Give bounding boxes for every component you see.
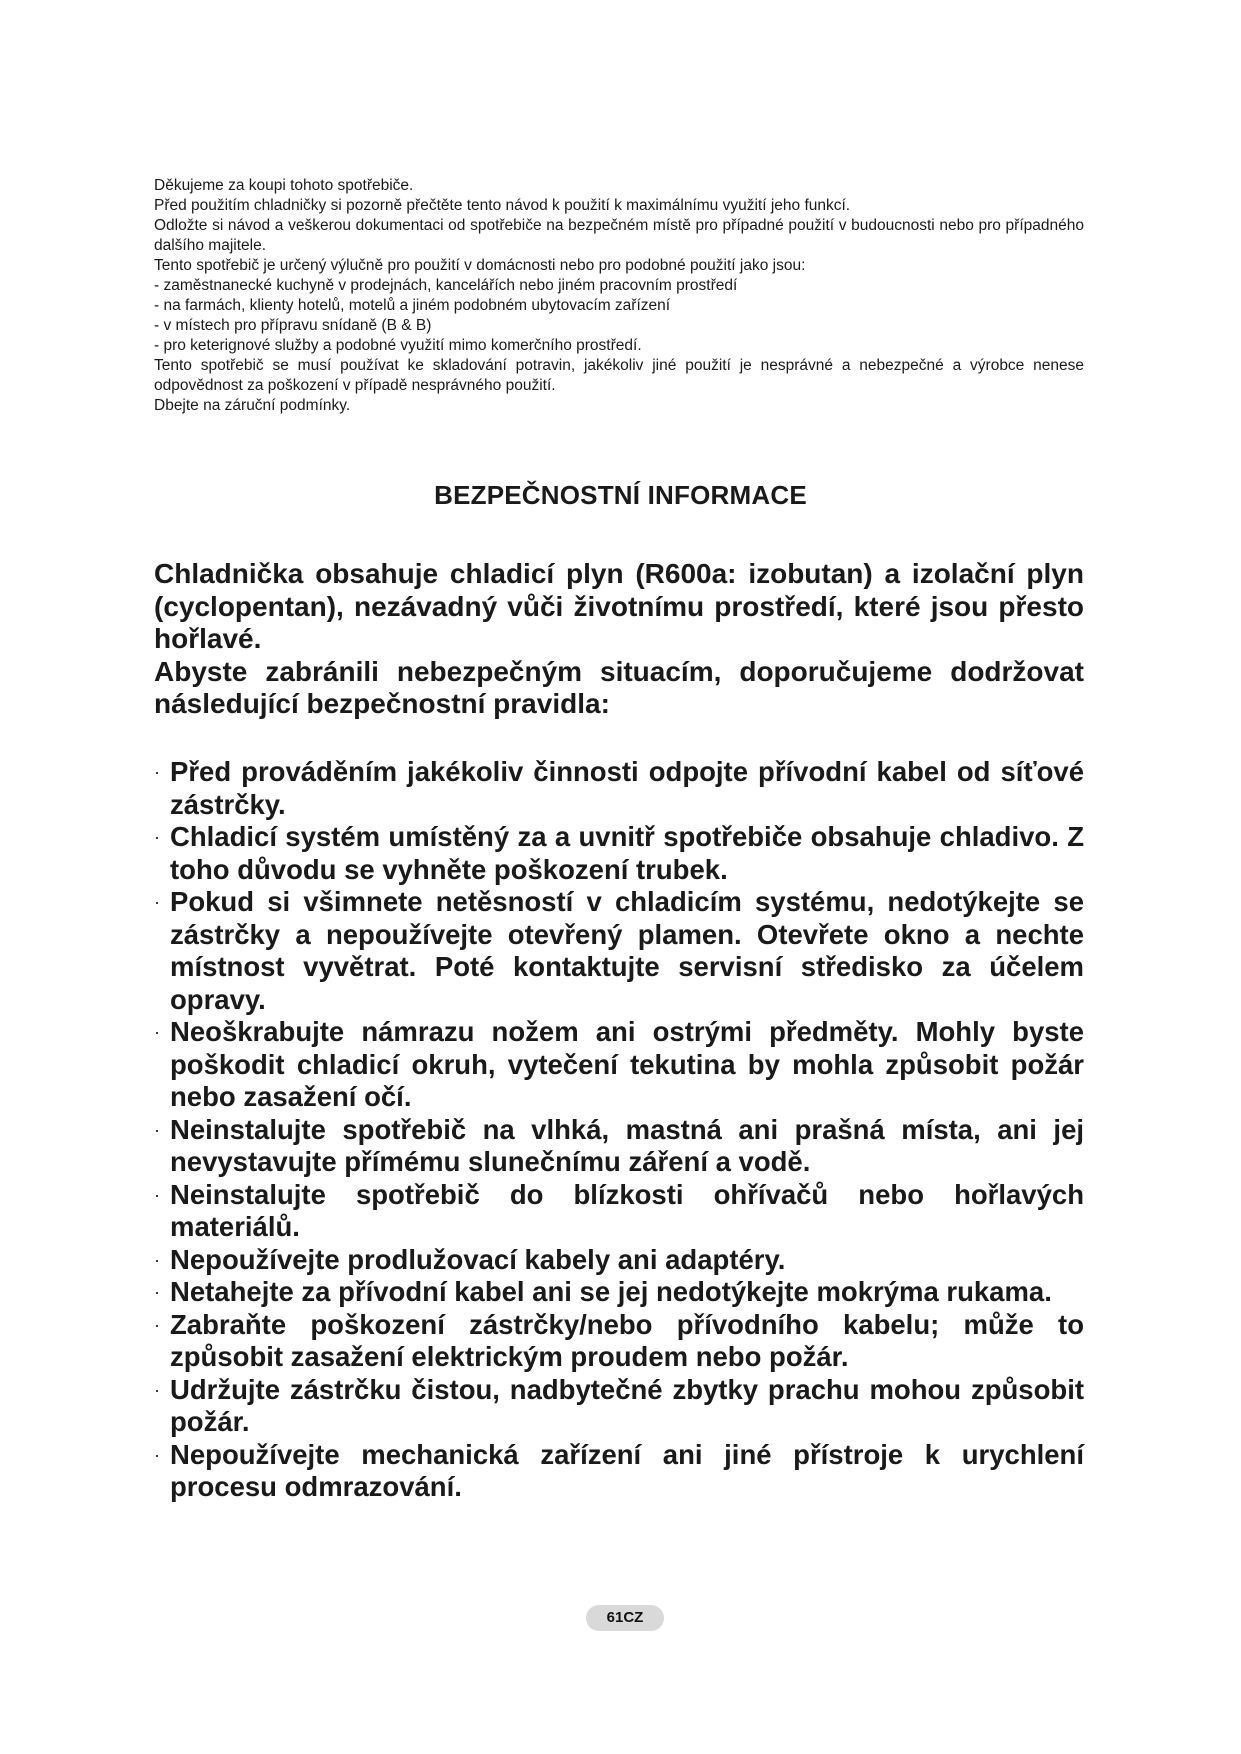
rule-text: Pokud si všimnete netěsností v chladicím systému, nedotýkejte se zástrčky a nepoužívejte otevřený plamen. Otevřete okno a nechte místnost vyvětrat. Poté kontaktujte servisní středisko za účelem opravy.: [170, 886, 1084, 1015]
list-item: [154, 1179, 1084, 1244]
page-number-badge: 61CZ: [586, 1605, 664, 1631]
rule-text: Nepoužívejte prodlužovací kabely ani adaptéry.: [170, 1243, 786, 1275]
rule-text: Netahejte za přívodní kabel ani se jej nedotýkejte mokrýma rukama.: [170, 1276, 1052, 1307]
rule-text: Neoškrabujte námrazu nožem ani ostrými předměty. Mohly byste poškodit chladicí okruh, vytečení tekutina by mohla způsobit požár nebo zasažení očí.: [170, 1016, 1084, 1112]
rule-text: Zabraňte poškození zástrčky/nebo přívodního kabelu; může to způsobit zasažení elektrickým proudem nebo požár.: [170, 1308, 1084, 1372]
warning-paragraph: Abyste zabránili nebezpečným situacím, doporučujeme dodržovat následující bezpečnostní pravidla:: [154, 655, 1084, 719]
section-title: BEZPEČNOSTNÍ INFORMACE: [434, 480, 807, 510]
list-item: [154, 1244, 1084, 1277]
list-item: [154, 1276, 1084, 1309]
bullet-icon: ·: [154, 1314, 160, 1335]
safety-rules-list: [154, 756, 1084, 1504]
intro-line: Tento spotřebič je určený výlučně pro použití v domácnosti nebo pro podobné použití jako jsou:: [154, 257, 806, 274]
bullet-icon: ·: [154, 1022, 160, 1042]
intro-line: Před použitím chladničky si pozorně přečtěte tento návod k použití k maximálnímu využití jeho funkcí.: [154, 197, 851, 214]
rule-text: Neinstalujte spotřebič na vlhká, mastná ani prašná místa, ani jej nevystavujte přímému slunečnímu záření a vodě.: [170, 1113, 1084, 1177]
bullet-icon: ·: [154, 1119, 160, 1140]
rule-text: Neinstalujte spotřebič do blízkosti ohřívačů nebo hořlavých materiálů.: [170, 1178, 1084, 1242]
bullet-icon: ·: [154, 1282, 160, 1302]
intro-list-item: - pro keterignové služby a podobné využití mimo komerčního prostředí.: [154, 337, 642, 354]
rule-text: Chladicí systém umístěný za a uvnitř spotřebiče obsahuje chladivo. Z toho důvodu se vyhněte poškození trubek.: [170, 821, 1084, 885]
intro-list-item: - v místech pro přípravu snídaně (B & B): [154, 317, 432, 334]
list-item: [154, 1374, 1084, 1439]
list-item: [154, 756, 1084, 821]
intro-line: Tento spotřebič se musí používat ke skladování potravin, jakékoliv jiné použití je nesprávné a nebezpečné a výrobce nenese odpovědnost za poškození v případě nesprávného použití.: [154, 357, 1084, 394]
rule-text: Udržujte zástrčku čistou, nadbytečné zbytky prachu mohou způsobit požár.: [170, 1373, 1084, 1437]
intro-list-item: - zaměstnanecké kuchyně v prodejnách, kancelářích nebo jiném pracovním prostředí: [154, 277, 738, 294]
rule-text: Nepoužívejte mechanická zařízení ani jiné přístroje k urychlení procesu odmrazování.: [170, 1438, 1084, 1502]
bullet-icon: ·: [154, 892, 160, 912]
rule-text: Před prováděním jakékoliv činnosti odpojte přívodní kabel od síťové zástrčky.: [170, 756, 1084, 820]
bullet-icon: ·: [154, 1184, 160, 1205]
bullet-icon: ·: [154, 1444, 160, 1465]
list-item: [154, 1114, 1084, 1179]
bullet-icon: ·: [154, 827, 160, 847]
bullet-icon: ·: [154, 1379, 160, 1400]
list-item: [154, 1309, 1084, 1374]
list-item: [154, 1439, 1084, 1504]
intro-line: Odložte si návod a veškerou dokumentaci od spotřebiče na bezpečném místě pro případné použití v budoucnosti nebo pro případného dalšího majitele.: [154, 217, 1084, 254]
bullet-icon: ·: [154, 1249, 160, 1270]
warning-paragraph: Chladnička obsahuje chladicí plyn (R600a: izobutan) a izolační plyn (cyclopentan), nezávadný vůči životnímu prostředí, které jsou přesto hořlavé.: [154, 558, 1084, 654]
list-item: [154, 821, 1084, 886]
intro-list-item: - na farmách, klienty hotelů, motelů a jiném podobném ubytovacím zařízení: [154, 297, 671, 314]
intro-line: Dbejte na záruční podmínky.: [154, 397, 351, 414]
bullet-icon: ·: [154, 762, 160, 782]
warning-block: [154, 558, 1084, 721]
list-item: [154, 886, 1084, 1016]
intro-text: [154, 176, 1084, 416]
list-item: [154, 1016, 1084, 1114]
intro-line: Děkujeme za koupi tohoto spotřebiče.: [154, 177, 414, 194]
